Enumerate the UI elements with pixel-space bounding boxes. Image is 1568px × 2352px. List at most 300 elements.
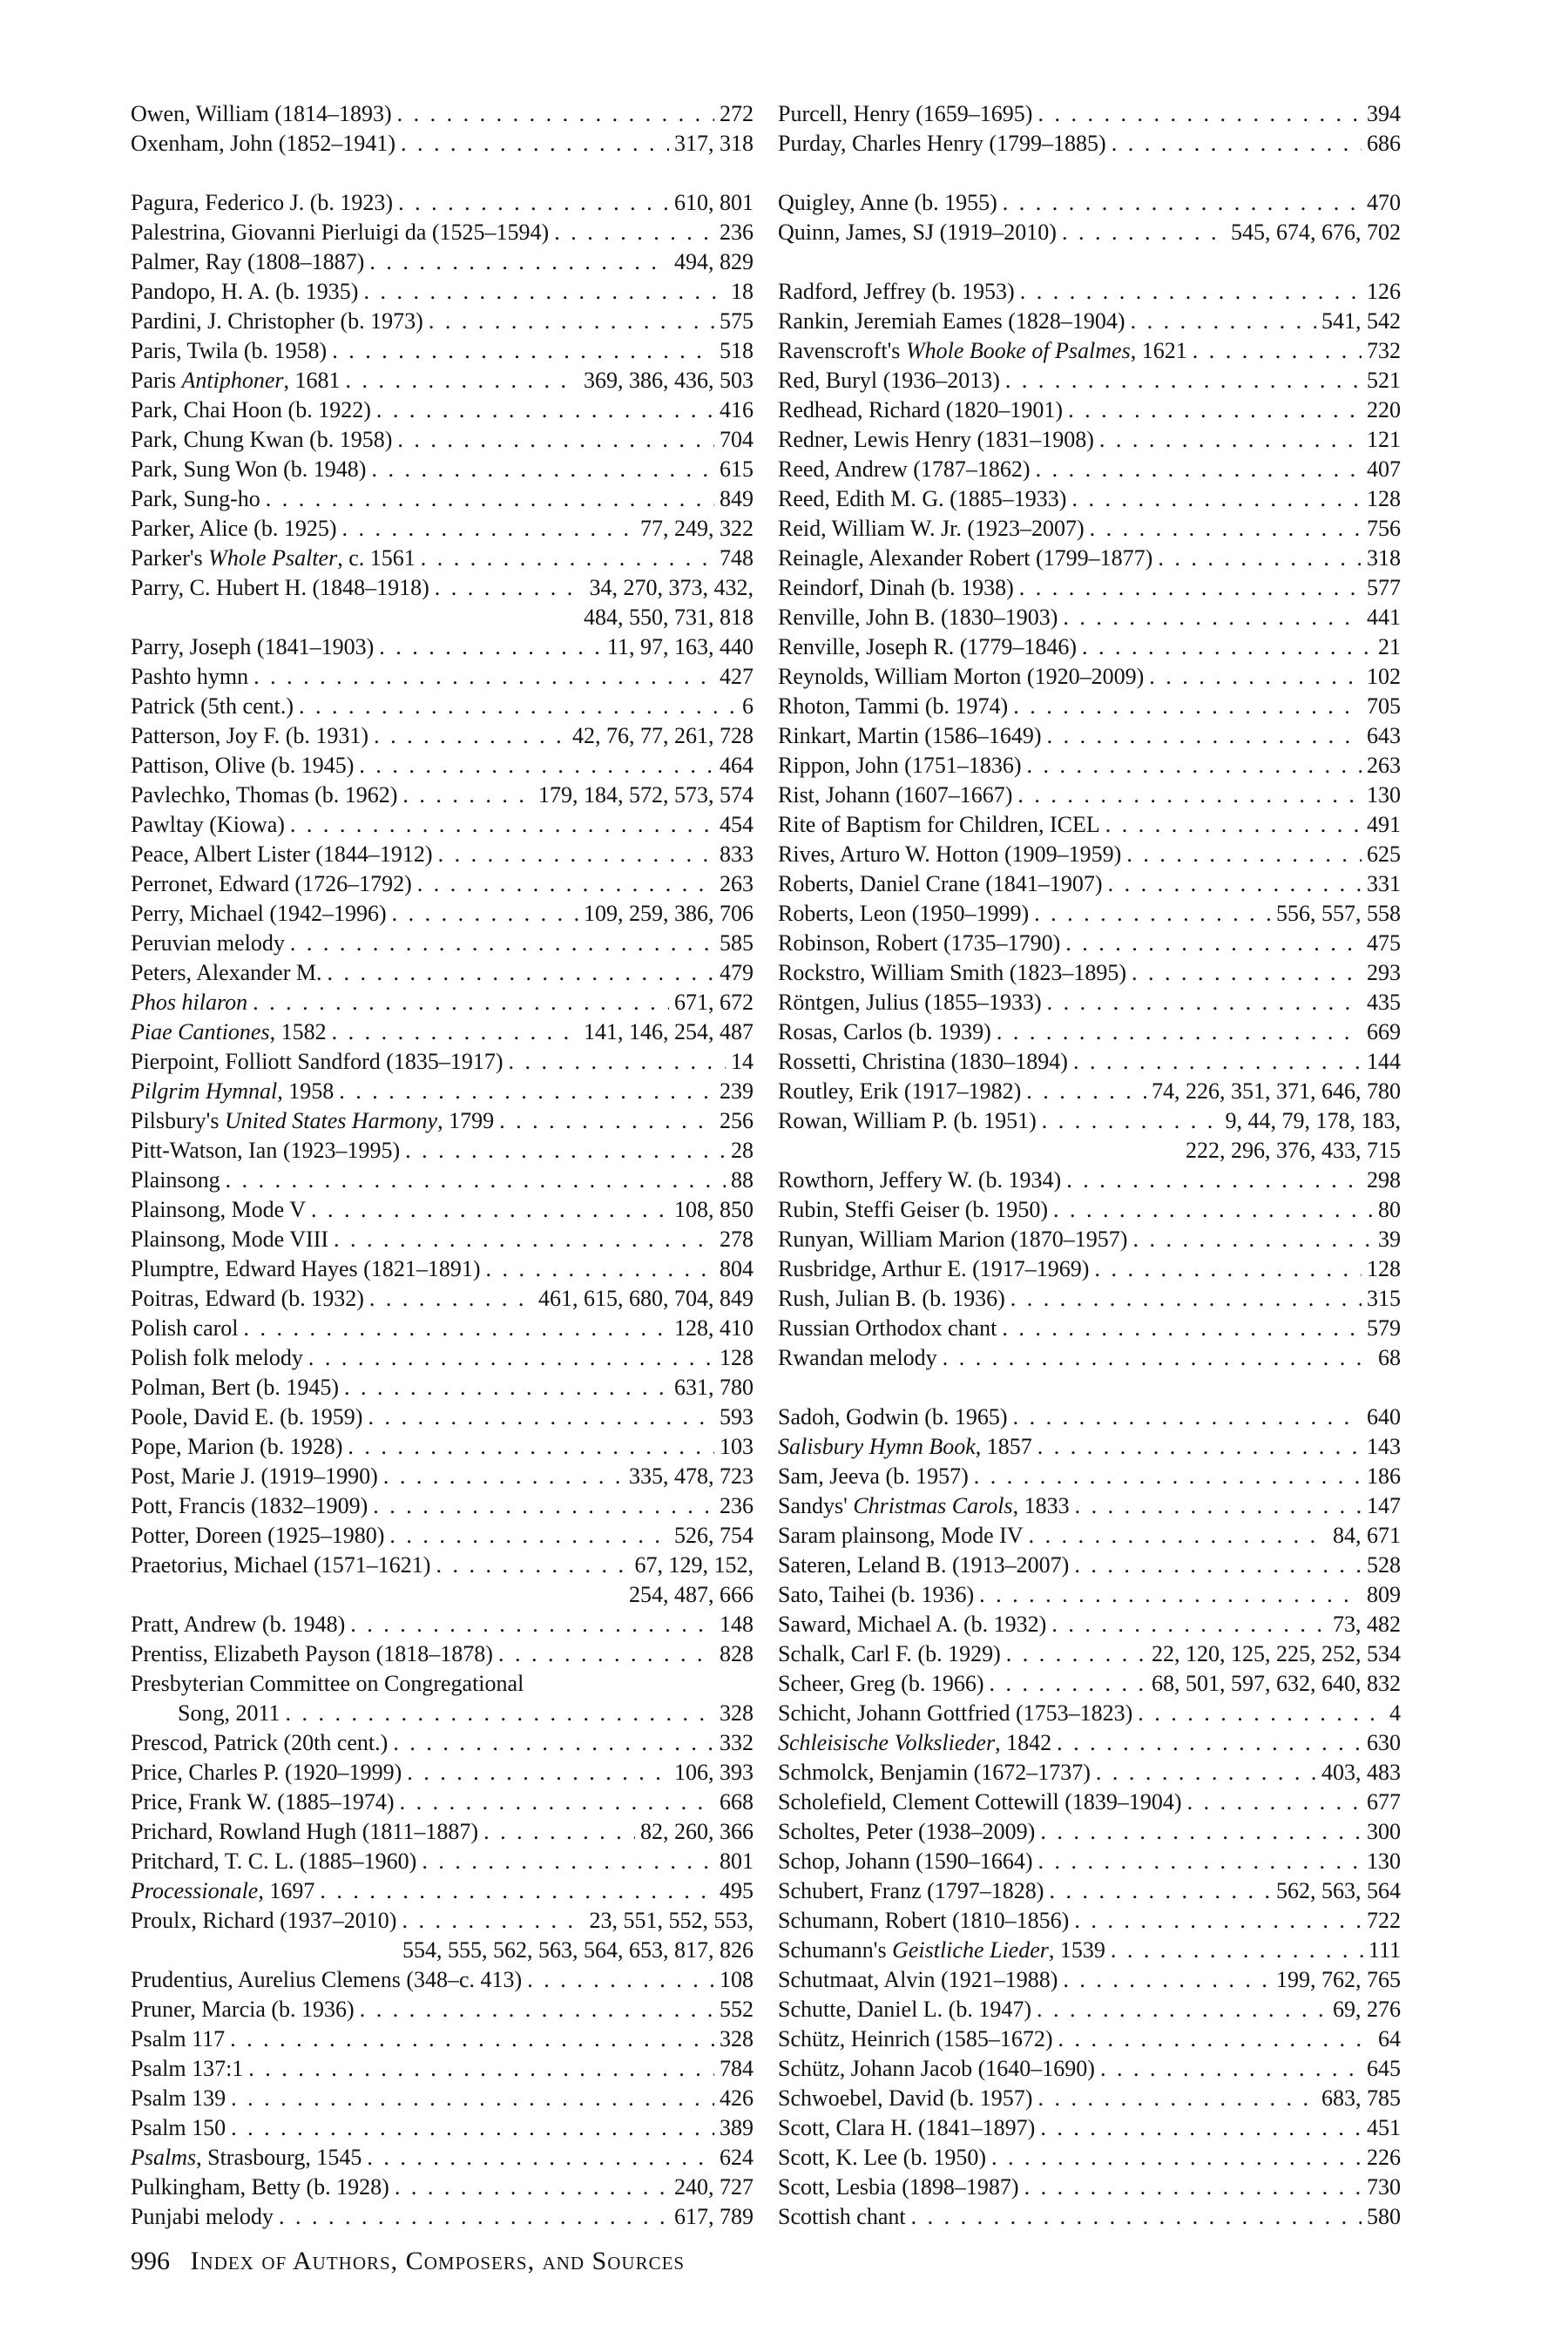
index-entry bbox=[778, 1728, 1401, 1758]
entry-pages: 426 bbox=[720, 2085, 754, 2111]
index-entry bbox=[778, 721, 1401, 751]
entry-name: Scholtes, Peter (1938–2009) bbox=[778, 1819, 1036, 1844]
entry-pages: 236 bbox=[720, 220, 754, 245]
entry-pages: 128 bbox=[1367, 486, 1401, 511]
entry-pages: 293 bbox=[1367, 960, 1401, 985]
index-entry bbox=[131, 1047, 754, 1077]
entry-pages: 528 bbox=[1367, 1552, 1401, 1578]
entry-pages: 315 bbox=[1367, 1286, 1401, 1311]
entry-name: Processionale, 1697 bbox=[131, 1878, 315, 1903]
entry-pages: 849 bbox=[720, 486, 754, 511]
entry-pages: 491 bbox=[1367, 812, 1401, 837]
dot-leader bbox=[509, 1047, 726, 1077]
dot-leader bbox=[1057, 1728, 1362, 1758]
dot-leader bbox=[1037, 2084, 1316, 2113]
index-entry bbox=[131, 2084, 754, 2113]
index-entry bbox=[131, 99, 754, 129]
entry-pages: 575 bbox=[720, 308, 754, 334]
entry-pages: 454 bbox=[720, 812, 754, 837]
entry-name: Perry, Michael (1942–1996) bbox=[131, 901, 387, 926]
index-entry bbox=[131, 1373, 754, 1402]
entry-name: Prichard, Rowland Hugh (1811–1887) bbox=[131, 1819, 479, 1844]
entry-name: Reindorf, Dinah (b. 1938) bbox=[778, 575, 1014, 600]
dot-leader bbox=[402, 781, 533, 810]
dot-leader bbox=[1037, 1432, 1362, 1462]
entry-pages: 369, 386, 436, 503 bbox=[584, 368, 754, 393]
index-entry bbox=[778, 1521, 1401, 1551]
entry-pages: 186 bbox=[1367, 1463, 1401, 1489]
dot-leader bbox=[395, 2173, 669, 2202]
entry-pages: 804 bbox=[720, 1256, 754, 1281]
index-entry bbox=[131, 1817, 754, 1847]
index-entry bbox=[131, 514, 754, 544]
entry-name: Sam, Jeeva (b. 1957) bbox=[778, 1463, 969, 1489]
dot-leader bbox=[974, 1462, 1362, 1491]
dot-leader bbox=[359, 751, 714, 781]
dot-leader bbox=[1158, 544, 1362, 573]
entry-name: Pashto hymn bbox=[131, 664, 249, 689]
index-entry bbox=[131, 1195, 754, 1225]
index-entry bbox=[778, 2113, 1401, 2143]
dot-leader bbox=[1013, 692, 1362, 721]
dot-leader bbox=[311, 1195, 669, 1225]
dot-leader bbox=[1112, 129, 1362, 159]
index-entry bbox=[131, 1758, 754, 1788]
entry-pages: 577 bbox=[1367, 575, 1401, 600]
dot-leader bbox=[911, 2202, 1362, 2232]
index-entry bbox=[131, 1669, 754, 1699]
dot-leader bbox=[332, 336, 714, 366]
entry-pages: 677 bbox=[1367, 1789, 1401, 1815]
entry-name: Patrick (5th cent.) bbox=[131, 693, 294, 719]
entry-name: Plainsong, Mode VIII bbox=[131, 1227, 329, 1252]
dot-leader bbox=[1071, 484, 1362, 514]
index-entry bbox=[131, 1402, 754, 1432]
dot-leader bbox=[334, 1225, 714, 1254]
entry-name: Pilgrim Hymnal, 1958 bbox=[131, 1078, 335, 1104]
dot-leader bbox=[397, 425, 714, 455]
entry-pages: 82, 260, 366 bbox=[640, 1819, 754, 1844]
entry-pages: 256 bbox=[720, 1108, 754, 1133]
dot-leader bbox=[290, 929, 714, 958]
entry-pages: 475 bbox=[1367, 930, 1401, 956]
entry-name: Radford, Jeffrey (b. 1953) bbox=[778, 279, 1015, 304]
entry-pages: 68 bbox=[1378, 1345, 1401, 1370]
index-column-left bbox=[131, 99, 754, 2232]
entry-name: Rinkart, Martin (1586–1649) bbox=[778, 723, 1042, 748]
entry-pages: 541, 542 bbox=[1321, 308, 1401, 334]
dot-leader bbox=[383, 1462, 624, 1491]
entry-pages: 121 bbox=[1367, 427, 1401, 452]
entry-pages: 704 bbox=[720, 427, 754, 452]
index-entry bbox=[778, 1699, 1401, 1728]
index-column-right bbox=[778, 99, 1401, 2232]
index-entry bbox=[131, 721, 754, 751]
dot-leader bbox=[1027, 751, 1362, 781]
dot-leader bbox=[990, 1669, 1147, 1699]
entry-pages: 102 bbox=[1367, 664, 1401, 689]
index-entry bbox=[778, 129, 1401, 159]
entry-pages: 683, 785 bbox=[1321, 2085, 1401, 2111]
entry-pages: 730 bbox=[1367, 2174, 1401, 2200]
index-entry bbox=[778, 781, 1401, 810]
index-entry bbox=[778, 1847, 1401, 1876]
entry-pages: 389 bbox=[720, 2115, 754, 2140]
entry-name: Scottish chant bbox=[778, 2204, 906, 2229]
dot-leader bbox=[342, 514, 635, 544]
entry-pages: 28 bbox=[731, 1138, 754, 1163]
entry-pages: 809 bbox=[1367, 1582, 1401, 1607]
entry-pages: 643 bbox=[1367, 723, 1401, 748]
index-entry bbox=[131, 1728, 754, 1758]
dot-leader bbox=[1037, 99, 1362, 129]
entry-name: Pitt-Watson, Ian (1923–1995) bbox=[131, 1138, 401, 1163]
index-entry bbox=[778, 99, 1401, 129]
index-entry bbox=[131, 455, 754, 484]
entry-pages: 328 bbox=[720, 2026, 754, 2051]
index-entry bbox=[778, 2084, 1401, 2113]
entry-pages: 451 bbox=[1367, 2115, 1401, 2140]
index-entry bbox=[778, 1254, 1401, 1284]
dot-leader bbox=[244, 1314, 670, 1343]
entry-pages: 756 bbox=[1367, 516, 1401, 541]
dot-leader bbox=[1040, 1817, 1362, 1847]
dot-leader bbox=[1068, 395, 1362, 425]
index-entry bbox=[131, 336, 754, 366]
entry-name: Psalm 150 bbox=[131, 2115, 226, 2140]
dot-leader bbox=[1138, 1699, 1384, 1728]
entry-name: Pierpoint, Folliott Sandford (1835–1917) bbox=[131, 1049, 504, 1074]
entry-name: Roberts, Daniel Crane (1841–1907) bbox=[778, 871, 1103, 896]
entry-name: Perronet, Edward (1726–1792) bbox=[131, 871, 412, 896]
entry-name: Pott, Francis (1832–1909) bbox=[131, 1493, 368, 1518]
entry-pages: 521 bbox=[1367, 368, 1401, 393]
dot-leader bbox=[997, 1017, 1362, 1047]
dot-leader bbox=[397, 99, 714, 129]
dot-leader bbox=[344, 1373, 669, 1402]
index-entry bbox=[131, 1106, 754, 1136]
entry-name: Schutte, Daniel L. (b. 1947) bbox=[778, 1997, 1031, 2022]
entry-pages: 236 bbox=[720, 1493, 754, 1518]
entry-pages: 335, 478, 723 bbox=[629, 1463, 754, 1489]
entry-name: Sato, Taihei (b. 1936) bbox=[778, 1582, 975, 1607]
dot-leader bbox=[1036, 455, 1362, 484]
index-entry bbox=[131, 2113, 754, 2143]
index-entry bbox=[778, 1106, 1401, 1136]
entry-name: Peruvian melody bbox=[131, 930, 285, 956]
index-entry bbox=[778, 1314, 1401, 1343]
entry-pages: 318 bbox=[1367, 545, 1401, 571]
dot-leader bbox=[1026, 1077, 1146, 1106]
dot-leader bbox=[407, 1758, 669, 1788]
entry-pages: 640 bbox=[1367, 1404, 1401, 1429]
dot-leader bbox=[1149, 662, 1362, 692]
index-entry bbox=[778, 1284, 1401, 1314]
index-entry bbox=[778, 988, 1401, 1017]
entry-pages: 6 bbox=[742, 693, 754, 719]
index-entry bbox=[131, 1314, 754, 1343]
entry-pages: 74, 226, 351, 371, 646, 780 bbox=[1152, 1078, 1401, 1104]
index-entry bbox=[131, 1343, 754, 1373]
entry-name: Rist, Johann (1607–1667) bbox=[778, 782, 1013, 808]
entry-name: Paris Antiphoner, 1681 bbox=[131, 368, 341, 393]
index-entry bbox=[131, 840, 754, 869]
dot-leader bbox=[402, 1906, 584, 1936]
entry-name: Pratt, Andrew (b. 1948) bbox=[131, 1612, 346, 1637]
dot-leader bbox=[401, 129, 669, 159]
entry-pages: 22, 120, 125, 225, 252, 534 bbox=[1152, 1641, 1401, 1666]
index-entry bbox=[131, 751, 754, 781]
entry-pages-continued: 554, 555, 562, 563, 564, 653, 817, 826 bbox=[402, 1937, 754, 1963]
dot-leader bbox=[1096, 1758, 1316, 1788]
index-entry bbox=[778, 1995, 1401, 2024]
index-entry bbox=[131, 1639, 754, 1669]
entry-name: Scott, Clara H. (1841–1897) bbox=[778, 2115, 1036, 2140]
index-entry bbox=[131, 662, 754, 692]
entry-pages: 617, 789 bbox=[674, 2204, 754, 2229]
dot-leader bbox=[348, 1432, 714, 1462]
index-entry bbox=[131, 1017, 754, 1047]
entry-pages: 332 bbox=[720, 1730, 754, 1755]
entry-name: Rowthorn, Jeffery W. (b. 1934) bbox=[778, 1167, 1062, 1193]
entry-pages: 669 bbox=[1367, 1019, 1401, 1044]
dot-leader bbox=[360, 1995, 714, 2024]
entry-pages: 828 bbox=[720, 1641, 754, 1666]
index-entry bbox=[778, 1788, 1401, 1817]
letter-group-gap bbox=[778, 1373, 1401, 1402]
dot-leader bbox=[400, 1788, 714, 1817]
entry-name: Proulx, Richard (1937–2010) bbox=[131, 1908, 397, 1933]
index-entry bbox=[131, 781, 754, 810]
entry-pages: 686 bbox=[1367, 131, 1401, 156]
index-entry bbox=[778, 1639, 1401, 1669]
dot-leader bbox=[429, 307, 714, 336]
dot-leader bbox=[1090, 514, 1362, 544]
index-entry bbox=[778, 307, 1401, 336]
index-entry bbox=[131, 1610, 754, 1639]
dot-leader bbox=[290, 810, 714, 840]
entry-name: Pardini, J. Christopher (b. 1973) bbox=[131, 308, 423, 334]
entry-name: Redhead, Richard (1820–1901) bbox=[778, 397, 1064, 422]
running-title: Index of Authors, Composers, and Sources bbox=[190, 2247, 686, 2275]
entry-pages: 39 bbox=[1378, 1227, 1401, 1252]
entry-pages: 625 bbox=[1367, 841, 1401, 867]
entry-pages: 199, 762, 765 bbox=[1276, 1967, 1401, 1992]
index-entry bbox=[131, 869, 754, 899]
index-entry bbox=[778, 603, 1401, 632]
entry-name: Schwoebel, David (b. 1957) bbox=[778, 2085, 1033, 2111]
index-entry bbox=[778, 1017, 1401, 1047]
entry-pages: 624 bbox=[720, 2145, 754, 2170]
dot-leader bbox=[527, 1965, 714, 1995]
dot-leader bbox=[369, 247, 669, 277]
entry-name: Renville, Joseph R. (1779–1846) bbox=[778, 634, 1078, 659]
dot-leader bbox=[1066, 1166, 1362, 1195]
entry-name: Potter, Doreen (1925–1980) bbox=[131, 1523, 385, 1548]
index-entry bbox=[131, 2202, 754, 2232]
index-entry bbox=[131, 277, 754, 307]
entry-pages: 21 bbox=[1378, 634, 1401, 659]
dot-leader bbox=[485, 1254, 714, 1284]
index-entry bbox=[131, 2024, 754, 2054]
entry-pages: 495 bbox=[720, 1878, 754, 1903]
index-entry bbox=[778, 366, 1401, 395]
entry-pages: 68, 501, 597, 632, 640, 832 bbox=[1152, 1671, 1401, 1696]
entry-pages-continued: 484, 550, 731, 818 bbox=[584, 605, 754, 630]
entry-name: Schumann's Geistliche Lieder, 1539 bbox=[778, 1937, 1105, 1963]
index-entry bbox=[131, 425, 754, 455]
dot-leader bbox=[1126, 840, 1362, 869]
dot-leader bbox=[1040, 2113, 1362, 2143]
index-entry bbox=[778, 218, 1401, 247]
entry-name: Reinagle, Alexander Robert (1799–1877) bbox=[778, 545, 1153, 571]
dot-leader bbox=[1132, 958, 1362, 988]
entry-pages: 108 bbox=[720, 1967, 754, 1992]
index-entry bbox=[778, 1817, 1401, 1847]
entry-pages: 593 bbox=[720, 1404, 754, 1429]
dot-leader bbox=[435, 573, 585, 603]
index-entry bbox=[778, 1876, 1401, 1906]
entry-name: Saward, Michael A. (b. 1932) bbox=[778, 1612, 1047, 1637]
dot-leader bbox=[1131, 307, 1316, 336]
entry-name: Praetorius, Michael (1571–1621) bbox=[131, 1552, 431, 1578]
index-entry bbox=[778, 632, 1401, 662]
index-entry bbox=[131, 2173, 754, 2202]
dot-leader bbox=[1053, 1195, 1373, 1225]
dot-leader bbox=[1094, 1254, 1362, 1284]
entry-name: Pilsbury's United States Harmony, 1799 bbox=[131, 1108, 495, 1133]
index-entry bbox=[131, 1136, 754, 1166]
entry-name: Pagura, Federico J. (b. 1923) bbox=[131, 190, 394, 215]
entry-name: Purcell, Henry (1659–1695) bbox=[778, 101, 1033, 126]
entry-pages: 668 bbox=[720, 1789, 754, 1815]
entry-name: Schmolck, Benjamin (1672–1737) bbox=[778, 1760, 1091, 1785]
entry-name: Piae Cantiones, 1582 bbox=[131, 1019, 327, 1044]
entry-name: Polman, Bert (b. 1945) bbox=[131, 1375, 340, 1400]
entry-pages: 106, 393 bbox=[674, 1760, 754, 1785]
entry-pages: 556, 557, 558 bbox=[1276, 901, 1401, 926]
entry-name: Sandys' Christmas Carols, 1833 bbox=[778, 1493, 1070, 1518]
entry-name: Psalm 117 bbox=[131, 2026, 226, 2051]
dot-leader bbox=[1006, 1639, 1146, 1669]
entry-pages: 4 bbox=[1389, 1700, 1401, 1726]
entry-name: Salisbury Hymn Book, 1857 bbox=[778, 1434, 1032, 1459]
entry-name: Price, Charles P. (1920–1999) bbox=[131, 1760, 402, 1785]
entry-pages: 147 bbox=[1367, 1493, 1401, 1518]
entry-name: Schumann, Robert (1810–1856) bbox=[778, 1908, 1070, 1933]
entry-name: Reed, Andrew (1787–1862) bbox=[778, 456, 1031, 482]
entry-name: Reed, Edith M. G. (1885–1933) bbox=[778, 486, 1067, 511]
entry-name: Routley, Erik (1917–1982) bbox=[778, 1078, 1022, 1104]
index-entry bbox=[131, 2054, 754, 2084]
dot-leader bbox=[393, 1728, 714, 1758]
entry-name: Red, Buryl (1936–2013) bbox=[778, 368, 1000, 393]
dot-leader bbox=[398, 188, 669, 218]
index-entry bbox=[778, 336, 1401, 366]
entry-name: Oxenham, John (1852–1941) bbox=[131, 131, 396, 156]
dot-leader bbox=[1082, 632, 1373, 662]
index-entry bbox=[778, 1610, 1401, 1639]
index-entry bbox=[778, 1965, 1401, 1995]
entry-pages: 748 bbox=[720, 545, 754, 571]
dot-leader bbox=[231, 2113, 714, 2143]
index-entry bbox=[778, 810, 1401, 840]
dot-leader bbox=[1073, 1047, 1362, 1077]
entry-pages: 784 bbox=[720, 2056, 754, 2081]
page-footer bbox=[131, 2244, 685, 2279]
entry-name: Purday, Charles Henry (1799–1885) bbox=[778, 131, 1106, 156]
entry-name: Pope, Marion (b. 1928) bbox=[131, 1434, 343, 1459]
dot-leader bbox=[405, 1136, 726, 1166]
entry-name: Schutmaat, Alvin (1921–1988) bbox=[778, 1967, 1058, 1992]
index-entry bbox=[131, 1284, 754, 1314]
dot-leader bbox=[332, 1017, 578, 1047]
entry-name: Schubert, Franz (1797–1828) bbox=[778, 1878, 1044, 1903]
index-entry bbox=[131, 899, 754, 929]
index-entry bbox=[131, 307, 754, 336]
dot-leader bbox=[554, 218, 714, 247]
letter-group-gap bbox=[778, 159, 1401, 188]
entry-name: Scott, Lesbia (1898–1987) bbox=[778, 2174, 1019, 2200]
dot-leader bbox=[1049, 1876, 1271, 1906]
entry-pages: 801 bbox=[720, 1848, 754, 1874]
index-entry bbox=[131, 1965, 754, 1995]
dot-leader bbox=[1075, 1491, 1362, 1521]
dot-leader bbox=[1037, 1847, 1362, 1876]
index-entry bbox=[131, 958, 754, 988]
dot-leader bbox=[346, 366, 579, 395]
entry-pages: 427 bbox=[720, 664, 754, 689]
entry-pages: 128, 410 bbox=[674, 1315, 754, 1341]
index-entry bbox=[131, 1788, 754, 1817]
entry-name: Park, Chung Kwan (b. 1958) bbox=[131, 427, 393, 452]
entry-pages: 148 bbox=[720, 1612, 754, 1637]
dot-leader bbox=[1100, 2054, 1362, 2084]
letter-group-gap bbox=[778, 247, 1401, 277]
entry-pages: 18 bbox=[731, 279, 754, 304]
index-entry bbox=[778, 2202, 1401, 2232]
entry-pages: 111 bbox=[1368, 1937, 1401, 1963]
entry-name: Psalm 139 bbox=[131, 2085, 226, 2111]
entry-name: Peters, Alexander M. bbox=[131, 960, 322, 985]
entry-name: Rives, Arturo W. Hotton (1909–1959) bbox=[778, 841, 1122, 867]
index-entry bbox=[778, 1343, 1401, 1373]
index-entry bbox=[778, 1491, 1401, 1521]
entry-name: Rhoton, Tammi (b. 1974) bbox=[778, 693, 1009, 719]
dot-leader bbox=[1024, 2173, 1362, 2202]
entry-name: Prescod, Patrick (20th cent.) bbox=[131, 1730, 389, 1755]
dot-leader bbox=[328, 958, 714, 988]
entry-pages: 645 bbox=[1367, 2056, 1401, 2081]
dot-leader bbox=[1003, 188, 1362, 218]
entry-pages: 441 bbox=[1367, 605, 1401, 630]
dot-leader bbox=[373, 1491, 714, 1521]
dot-leader bbox=[1105, 810, 1362, 840]
index-entry bbox=[131, 188, 754, 218]
entry-pages: 239 bbox=[720, 1078, 754, 1104]
entry-name: Plainsong bbox=[131, 1167, 220, 1193]
entry-pages: 11, 97, 163, 440 bbox=[606, 634, 754, 659]
entry-name: Schop, Johann (1590–1664) bbox=[778, 1848, 1033, 1874]
entry-pages: 470 bbox=[1367, 190, 1401, 215]
dot-leader bbox=[1051, 1610, 1328, 1639]
dot-leader bbox=[368, 1402, 714, 1432]
dot-leader bbox=[376, 395, 714, 425]
entry-name: Polish carol bbox=[131, 1315, 239, 1341]
entry-pages: 108, 850 bbox=[674, 1197, 754, 1222]
entry-name: Sateren, Leland B. (1913–2007) bbox=[778, 1552, 1070, 1578]
index-entry bbox=[131, 1521, 754, 1551]
